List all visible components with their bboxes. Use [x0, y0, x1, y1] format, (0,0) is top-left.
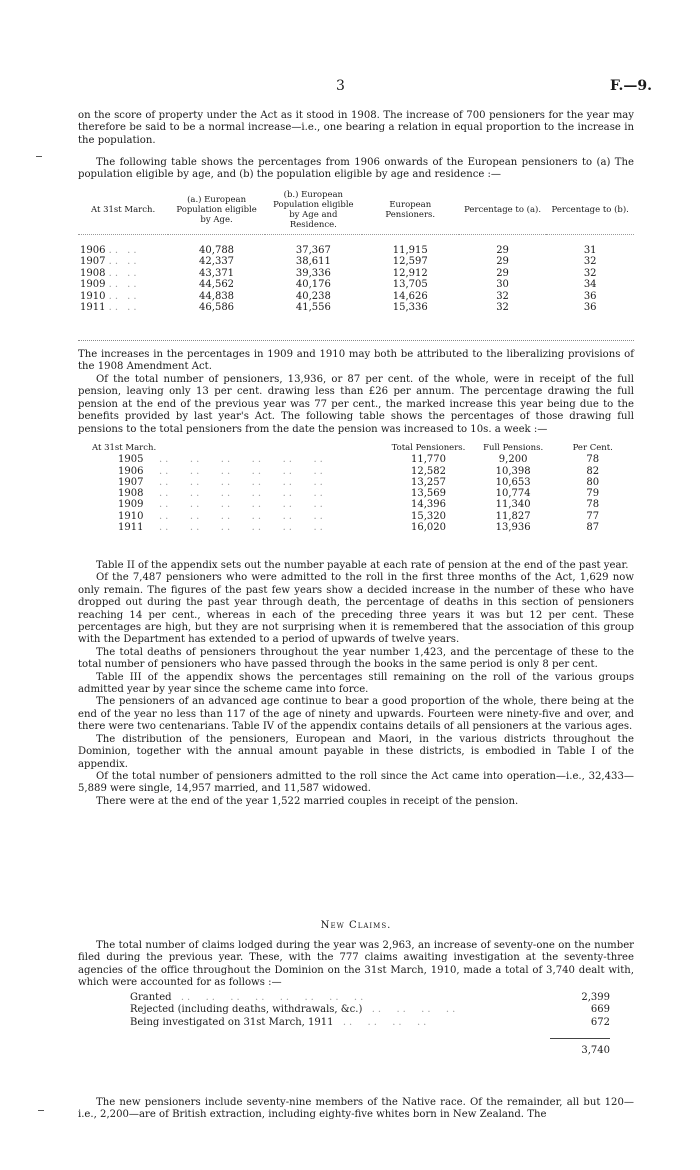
increase-text: The increases in the percentages in 1909 and 1910 may both be attributed to the liberalizing provisions of the 1908 Amendment Act. [78, 349, 634, 373]
cell-value: 15,320 [411, 510, 446, 522]
cell-value: 15,336 [392, 302, 428, 313]
col-header-pensioners: European Pensioners. [362, 188, 459, 235]
cell-value: 14,396 [411, 499, 446, 511]
cell-value: 32 [583, 267, 597, 279]
cell-value: 34 [583, 279, 597, 290]
cell-year: 1907 .. .. .. .. .. .. [118, 476, 326, 488]
table-row [78, 256, 634, 268]
cell-value: 40,176 [295, 279, 331, 290]
deaths-text: The total deaths of pensioners throughout the year number 1,423, and the percentage of these to the total number of pensioners who have passed through the books in the same period is only 8 per cent. [78, 646, 634, 671]
cell-value: 39,336 [295, 267, 331, 279]
col-header-year: At 31st March. [78, 188, 168, 235]
table1-intro-text: The following table shows the percentages from 1906 onwards of the European pensioners to (a) The population eligible by age, and (b) the population eligible by age and residence :— [78, 157, 634, 181]
intro-paragraph [78, 110, 634, 147]
pension-percentage-table [78, 188, 634, 314]
cell-value: 44,562 [199, 279, 235, 290]
table-row [78, 245, 634, 257]
cell-value: 10,653 [495, 476, 531, 488]
margin-mark [36, 156, 42, 157]
page-number: 3 [336, 78, 345, 94]
table-header-row [90, 443, 630, 454]
cell-value: 43,371 [199, 267, 235, 279]
cell-value: 12,597 [392, 256, 428, 267]
early-pensioners-text: Of the 7,487 pensioners who were admitted to the roll in the first three months of the Act, 1,629 now only remain. The figures of the past few years show a decided increase in the number of these who have dropped out during the past year through death, the percentage of deaths in this section of pensioners reaching 14 per cent., whereas in each of the preceding three years it was but 12 per cent. These percentages are high, but they are not surprising when it is remembered that the association of this group with the Department has extended to a period of upwards of twelve years. [78, 572, 634, 646]
table-row [90, 477, 630, 488]
cell-year: 1906 .. .. .. .. .. .. [118, 465, 326, 477]
cell-value: 13,257 [411, 476, 446, 488]
cell-year: 1906 .. .. [80, 244, 140, 256]
table-row [78, 302, 634, 314]
col-header-percent: Per Cent. [572, 443, 613, 453]
cell-value: 12,912 [392, 267, 428, 279]
table-row [78, 291, 634, 303]
col-header-population-age: (a.) European Population eligible by Age. [168, 188, 265, 235]
cell-value: 78 [586, 454, 600, 466]
cell-value: 29 [496, 267, 509, 279]
cell-value: 82 [586, 465, 600, 477]
cell-value: 13,936 [495, 522, 531, 534]
cell-value: 40,788 [199, 244, 235, 256]
cell-value: 80 [586, 476, 600, 488]
cell-year: 1911 .. .. .. .. .. .. [118, 522, 326, 534]
col-header-percentage-b: Percentage to (b). [546, 188, 634, 235]
cell-value: 14,626 [392, 290, 428, 302]
full-pension-text: Of the total number of pensioners, 13,936, or 87 per cent. of the whole, were in receipt of the full pension, leaving only 13 per cent. drawing less than £26 per annum. The percentage drawing the full pension at the end of the previous year was 77 per cent., the marked increase this year being due to the benefits provided by last year's Act. The following table shows the percentages of those drawing full pensions to the total pensioners from the date the pension was increased to 10s. a week :— [78, 374, 634, 435]
table-header-row [78, 188, 634, 235]
intro-text: on the score of property under the Act as it stood in 1908. The increase of 700 pensioners for the year may therefore be said to be a normal increase—i.e., one bearing a relation in equal proportion to the increase in the population. [78, 110, 634, 146]
claim-label: Granted .. .. .. .. .. .. .. .. [130, 992, 367, 1003]
claims-total: 3,740 [581, 1045, 610, 1057]
col-header-percentage-a: Percentage to (a). [459, 188, 547, 235]
cell-year: 1911 .. .. [80, 302, 140, 313]
cell-value: 16,020 [411, 522, 446, 534]
cell-value: 37,367 [295, 244, 331, 256]
cell-value: 36 [583, 302, 597, 313]
full-pension-table [90, 443, 630, 533]
cell-value: 10,774 [495, 488, 531, 500]
cell-value: 79 [586, 488, 600, 500]
cell-value: 41,556 [295, 302, 331, 313]
table-row [78, 279, 634, 291]
cell-value: 78 [586, 499, 600, 511]
cell-value: 32 [583, 256, 597, 267]
cell-value: 87 [586, 522, 600, 534]
table-row [130, 1017, 610, 1029]
full-pension-paragraph [78, 374, 634, 436]
table-row [130, 992, 610, 1004]
claims-table [130, 992, 610, 1058]
table-row [78, 268, 634, 280]
table-row [130, 1004, 610, 1016]
appendix-paragraphs [78, 560, 634, 808]
cell-value: 31 [583, 244, 597, 256]
cell-value: 11,915 [392, 244, 428, 256]
table1-intro [78, 157, 634, 182]
claim-label: Being investigated on 31st March, 1911 .. .. .. .. [130, 1016, 430, 1028]
col-header-year: At 31st March. [92, 443, 157, 453]
table-divider [78, 340, 634, 341]
claim-value: 672 [590, 1016, 610, 1028]
cell-year: 1905 .. .. .. .. .. .. [118, 454, 326, 466]
col-header-full: Full Pensions. [483, 443, 544, 453]
distribution-text: The distribution of the pensioners, European and Maori, in the various districts throughout the Dominion, together with the annual amount payable in these districts, is embodied in Table I of the appendix. [78, 733, 634, 770]
table-row [90, 466, 630, 477]
cell-value: 32 [496, 290, 509, 302]
marital-text: Of the total number of pensioners admitted to the roll since the Act came into operation—i.e., 32,433—5,889 were single, 14,957 married, and 11,587 widowed. [78, 770, 634, 795]
cell-value: 11,827 [495, 510, 531, 522]
cell-value: 32 [496, 302, 509, 313]
cell-value: 13,705 [392, 279, 428, 290]
cell-value: 9,200 [498, 454, 528, 466]
cell-year: 1909 .. .. .. .. .. .. [118, 499, 326, 511]
cell-value: 46,586 [199, 302, 235, 313]
cell-value: 10,398 [495, 465, 531, 477]
cell-value: 38,611 [295, 256, 331, 267]
document-reference: F.—9. [609, 78, 652, 94]
new-pensioners-text: The new pensioners include seventy-nine members of the Native race. Of the remainder, all but 120—i.e., 2,200—are of British extraction, including eighty-five whites born in New Zealand. The [78, 1097, 634, 1121]
cell-value: 40,238 [295, 290, 331, 302]
cell-year: 1910 .. .. [80, 290, 140, 302]
col-header-total: Total Pensioners. [391, 443, 466, 453]
table-row-total [130, 1039, 610, 1058]
col-header-population-residence: (b.) European Population eligible by Age and Residence. [265, 188, 362, 235]
claim-label: Rejected (including deaths, withdrawals, &c.) .. .. .. .. [130, 1004, 459, 1016]
cell-value: 44,838 [199, 290, 235, 302]
new-pensioners-paragraph [78, 1097, 634, 1122]
couples-text: There were at the end of the year 1,522 married couples in receipt of the pension. [96, 795, 519, 807]
claims-paragraph [78, 940, 634, 990]
table2-text: Table II of the appendix sets out the number payable at each rate of pension at the end of the past year. [96, 560, 629, 571]
increase-paragraph [78, 349, 634, 374]
section-heading-new-claims [78, 920, 634, 932]
table-row [90, 511, 630, 522]
cell-value: 36 [583, 290, 597, 302]
table3-text: Table III of the appendix shows the percentages still remaining on the roll of the various groups admitted year by year since the scheme came into force. [78, 671, 634, 696]
cell-year: 1909 .. .. [80, 279, 140, 290]
cell-value: 13,569 [411, 488, 446, 500]
table-row [90, 522, 630, 533]
section-heading-text: New Claims. [320, 920, 392, 931]
cell-year: 1907 .. .. [80, 256, 140, 267]
cell-value: 11,340 [495, 499, 531, 511]
advanced-age-text: The pensioners of an advanced age continue to bear a good proportion of the whole, there being at the end of the year no less than 117 of the age of ninety and upwards. Fourteen were ninety-five and over, and there were two centenarians. Table IV of the appendix contains details of all pensioners at the various ages. [78, 696, 634, 733]
table-row [90, 499, 630, 510]
claims-text: The total number of claims lodged during the year was 2,963, an increase of seventy-one on the number filed during the previous year. These, with the 777 claims awaiting investigation at the seventy-three agencies of the office throughout the Dominion on the 31st March, 1910, made a total of 3,740 dealt with, which were accounted for as follows :— [78, 940, 634, 989]
cell-value: 29 [496, 256, 509, 267]
cell-value: 42,337 [199, 256, 235, 267]
cell-value: 12,582 [411, 465, 446, 477]
cell-year: 1910 .. .. .. .. .. .. [118, 510, 326, 522]
cell-value: 30 [496, 279, 509, 290]
margin-mark [38, 1110, 44, 1111]
claim-value: 669 [590, 1004, 610, 1016]
cell-year: 1908 .. .. .. .. .. .. [118, 488, 326, 500]
cell-value: 29 [496, 244, 509, 256]
cell-year: 1908 .. .. [80, 267, 140, 279]
table-row [90, 454, 630, 465]
table-row [90, 488, 630, 499]
cell-value: 11,770 [411, 454, 446, 466]
claim-value: 2,399 [581, 992, 610, 1003]
cell-value: 77 [586, 510, 600, 522]
